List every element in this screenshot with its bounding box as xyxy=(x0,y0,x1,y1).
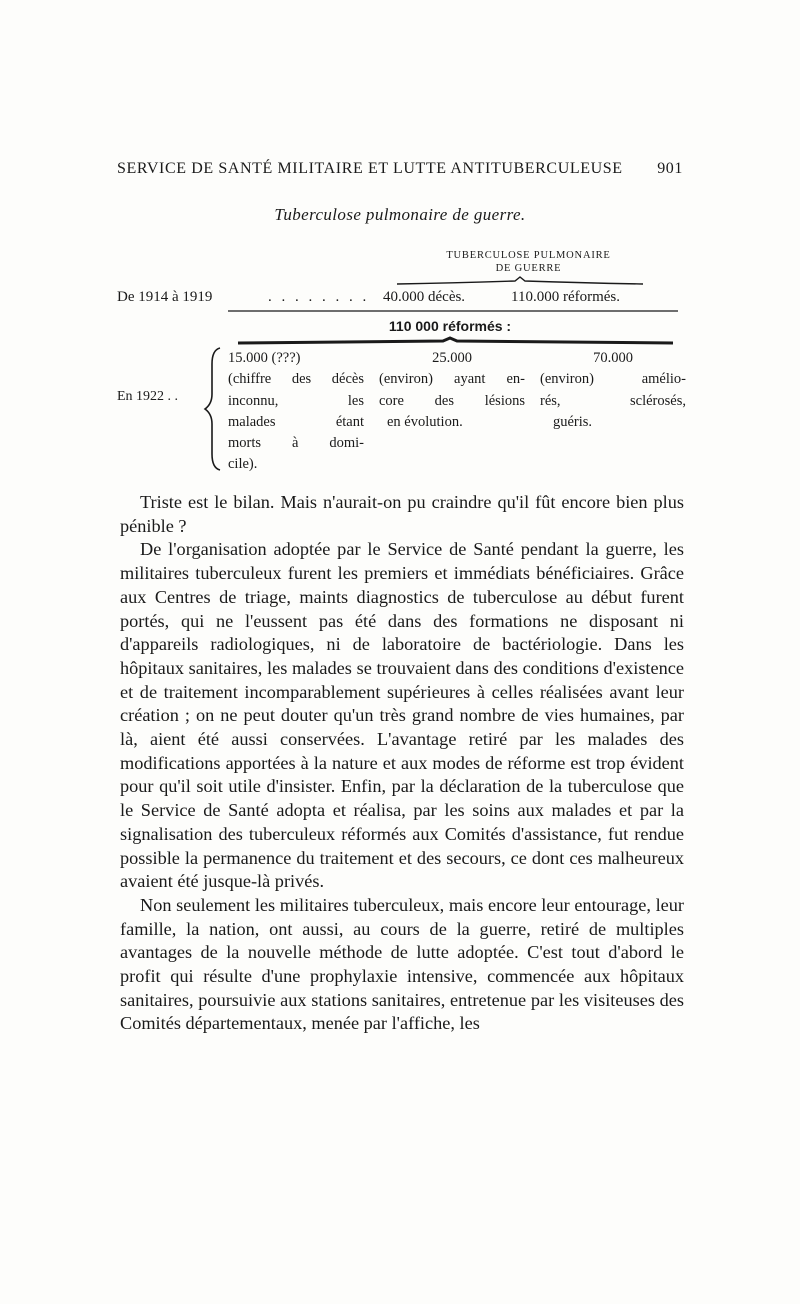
cell-line: (environ) amélio- xyxy=(540,371,686,388)
running-title: SERVICE DE SANTÉ MILITAIRE ET LUTTE ANTITUBERCULEUSE xyxy=(117,160,623,177)
table-cell-deces xyxy=(228,348,364,476)
year-1922-label: En 1922 . . xyxy=(117,389,179,404)
cell-line: morts à domi- xyxy=(228,435,364,452)
running-header xyxy=(117,160,683,178)
curly-brace xyxy=(200,346,228,472)
cell-line: (environ) ayant en- xyxy=(379,371,525,388)
cell-lead: 15.000 (???) xyxy=(228,350,301,366)
cell-line: malades étant xyxy=(228,413,364,430)
table-column-header xyxy=(416,249,641,275)
leader-dots: . . . . . . . . xyxy=(268,289,370,305)
section-subtitle: Tuberculose pulmonaire de guerre. xyxy=(274,205,526,224)
paragraph: De l'organisation adoptée par le Service de Santé pendant la guerre, les militaires tuberculeux furent les premiers et immédiats bénéficiaires. Grâce aux Centres de triage, maints diagnostics de tuberculose au début furent portés, qui ne l'eussent pas été dans des formations ne disposant ni d'appareils radiologiques, ni de laboratoire de bactériologie. Dans les hôpitaux sanitaires, les malades se trouvaient dans des conditions d'existence et de traitement incomparablement supérieures à celles réalisées avant leur création ; on ne peut douter qu'un très grand nombre de vies humaines, par là, aient été aussi conservées. L'avantage retiré par les malades des modifications apportées à la nature et aux modes de réforme est trop évident pour qu'il soit utile d'insister. Enfin, par la déclaration de la tuberculose que le Service de Santé adopta et réalisa, par les soins aux malades et par la signalisation des tuberculeux réformés aux Comités d'assistance, fut rendue possible la permanence du traitement et des secours, ce dont ces malheureux avaient été jusque-là privés. xyxy=(120,539,684,892)
column-brace xyxy=(395,276,645,286)
column-header-line-1: TUBERCULOSE PULMONAIRE xyxy=(446,250,611,261)
page-number: 901 xyxy=(657,160,683,177)
cell-line: rés, sclérosés, xyxy=(540,392,686,409)
paragraph: Triste est le bilan. Mais n'aurait-on pu craindre qu'il fût encore bien plus pénible ? xyxy=(120,492,684,536)
reformes-subheader: 110 000 réformés : xyxy=(388,318,512,334)
table-cell-ameliores xyxy=(540,348,686,433)
reformes-value: 110.000 réformés. xyxy=(511,289,620,305)
cell-lead: 25.000 xyxy=(432,350,472,366)
cell-line: (chiffre des décès xyxy=(228,371,364,388)
cell-line: guéris. xyxy=(553,413,593,430)
cell-line: en évolution. xyxy=(387,413,463,430)
body-text xyxy=(120,491,684,1036)
cell-line: core des lésions xyxy=(379,392,525,409)
period-label: De 1914 à 1919 xyxy=(117,289,213,305)
deces-value: 40.000 décès. xyxy=(383,289,466,305)
cell-line: cile). xyxy=(228,456,258,473)
cell-line: inconnu, les xyxy=(228,392,364,409)
paragraph: Non seulement les militaires tuberculeux, mais encore leur entourage, leur famille, la nation, ont aussi, au cours de la guerre, retiré de multiples avantages de la nouvelle méthode de lutte adoptée. C'est tout d'abord le profit qui résulte d'une prophylaxie intensive, commencée aux hôpitaux sanitaires, poursuivie aux stations sanitaires, entretenue par les visiteuses des Comités départementaux, menée par l'affiche, les xyxy=(120,894,684,1034)
cell-lead: 70.000 xyxy=(593,350,633,366)
column-header-line-2: DE GUERRE xyxy=(495,263,562,274)
table-cell-evolution xyxy=(379,348,525,433)
